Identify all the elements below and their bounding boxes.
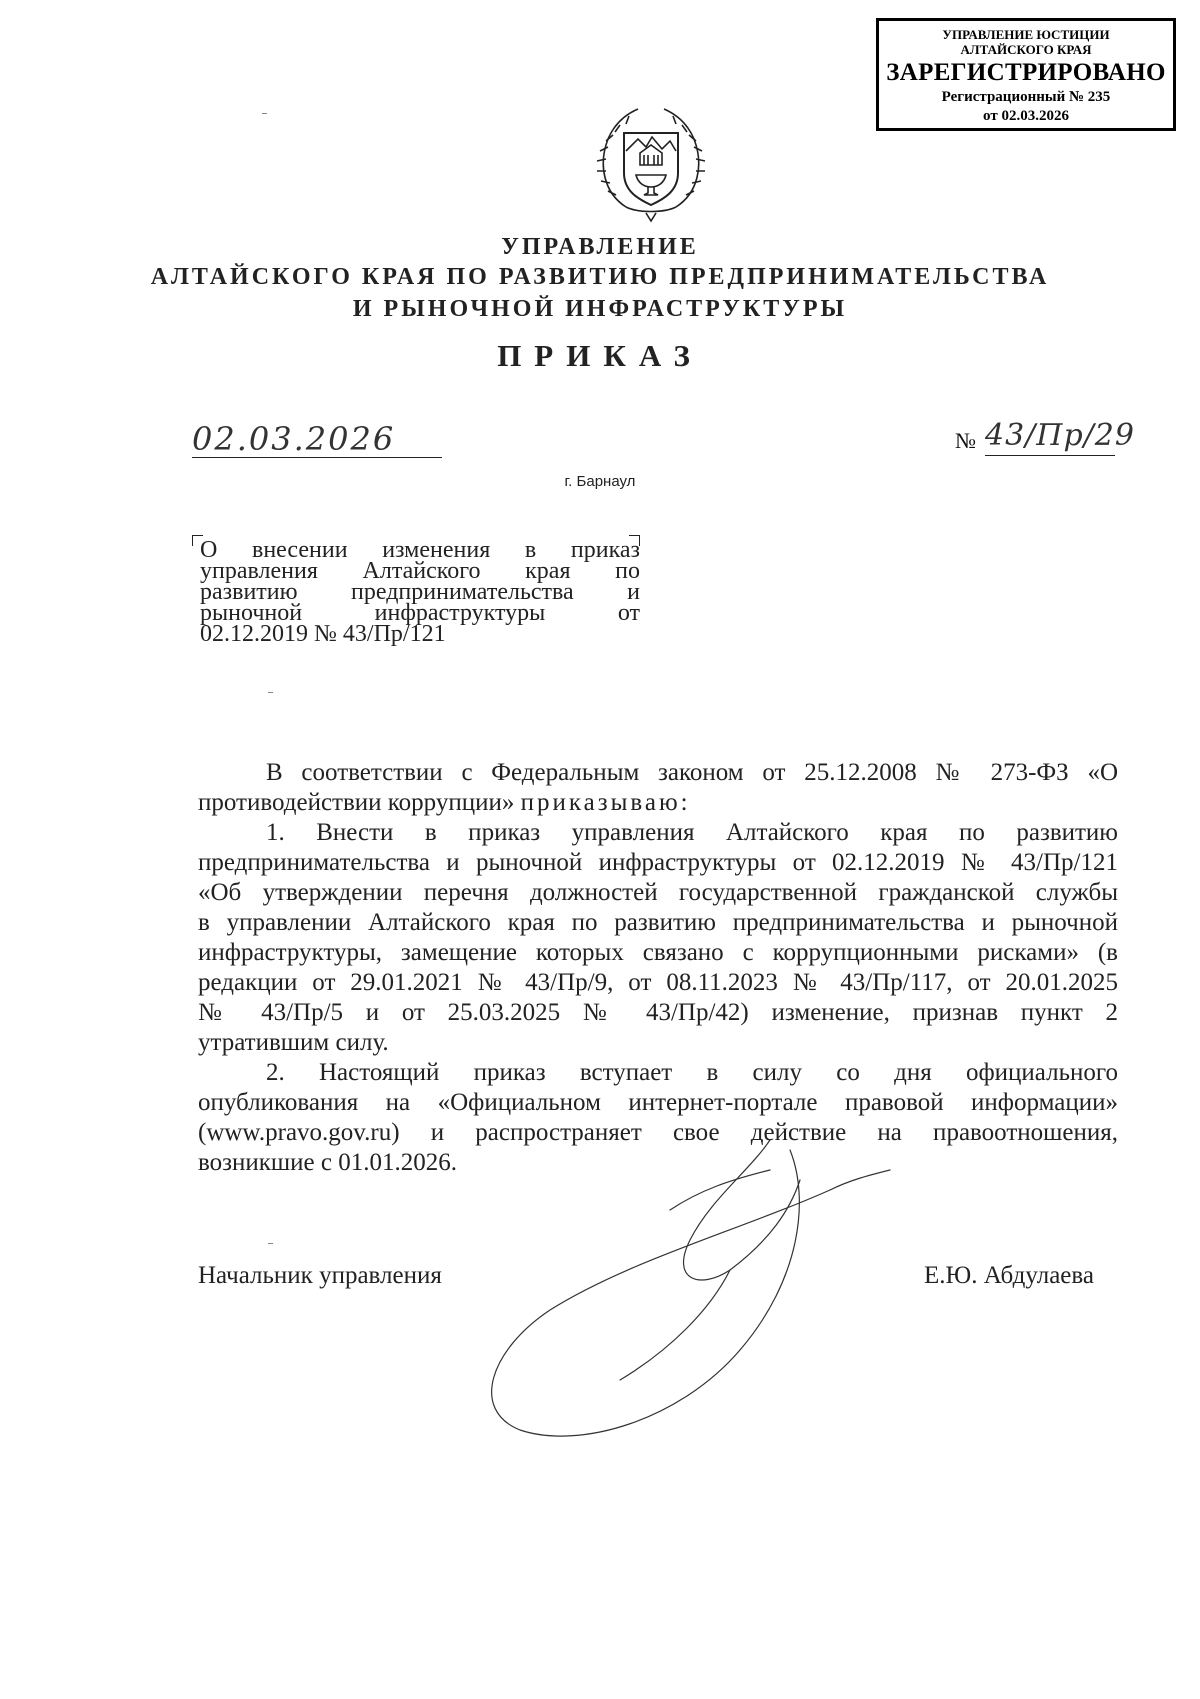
city: г. Барнаул [564,473,636,490]
stamp-registration-date: от 02.03.2026 [983,108,1069,124]
body-line: утратившим силу. [198,1029,389,1056]
stamp-org-line1: УПРАВЛЕНИЕ ЮСТИЦИИ [942,27,1110,42]
number-label: № [955,428,976,453]
body-line: редакции от 29.01.2021 № 43/Пр/9, от 08.11.2023 № 43/Пр/117, от 20.01.2025 [198,969,1118,996]
date-underline [192,457,442,458]
body-line: опубликования на «Официальном интернет-портале правовой информации» [198,1089,1118,1116]
order-subject [200,537,640,647]
paragraph-item-1 [198,818,1118,1058]
number-underline [985,455,1115,456]
body-line: (www.pravo.gov.ru) и распространяет свое действие на правоотношения, [198,1119,1118,1146]
body-line: В соответствии с Федеральным законом от 25.12.2008 № 273-ФЗ «О [266,759,1118,786]
body-line: возникшие с 01.01.2026. [198,1149,457,1176]
subject-line: управления Алтайского края по [200,558,640,584]
body-line: № 43/Пр/5 и от 25.03.2025 № 43/Пр/42) изменение, признав пункт 2 [198,999,1118,1026]
stamp-org-line2: АЛТАЙСКОГО КРАЯ [960,42,1092,57]
order-body [198,758,1118,1178]
order-word: приказываю: [520,789,691,816]
stamp-organization [879,27,1173,57]
body-line-text: противодействии коррупции» [198,789,515,816]
body-line: инфраструктуры, замещение которых связано с коррупционными рисками» (в [198,939,1118,966]
registration-stamp [876,18,1176,131]
handwritten-signature-icon [470,1120,930,1460]
body-line: «Об утверждении перечня должностей государственной гражданской службы [198,879,1118,906]
organization-line-1: УПРАВЛЕНИЕ [501,234,699,260]
body-line: 1. Внести в приказ управления Алтайского края по развитию [266,819,1118,846]
coat-of-arms-icon [586,95,716,225]
subject-line: рыночной инфраструктуры от [200,600,640,626]
signatory-position: Начальник управления [198,1262,442,1289]
body-line [198,788,1118,818]
order-date: 02.03.2026 [192,420,396,458]
subject-line: 02.12.2019 № 43/Пр/121 [200,621,446,647]
organization-line-3: И РЫНОЧНОЙ ИНФРАСТРУКТУРЫ [352,296,848,322]
body-line: 2. Настоящий приказ вступает в силу со дня официального [266,1059,1118,1086]
scan-mark [268,1243,273,1244]
scan-mark [268,692,273,693]
subject-line: О внесении изменения в приказ [200,537,640,563]
subject-line: развитию предпринимательства и [200,579,640,605]
scan-mark [262,113,267,114]
organization-line-2: АЛТАЙСКОГО КРАЯ ПО РАЗВИТИЮ ПРЕДПРИНИМАТЕЛЬСТВА [150,264,1050,290]
stamp-registration-number: Регистрационный № 235 [941,89,1111,105]
signatory-name: Е.Ю. Абдулаева [924,1262,1094,1289]
order-number: 43/Пр/29 [985,418,1135,453]
body-line: в управлении Алтайского края по развитию предпринимательства и рыночной [198,909,1118,936]
document-type-title: ПРИКАЗ [497,338,703,373]
body-line: предпринимательства и рыночной инфраструктуры от 02.12.2019 № 43/Пр/121 [198,849,1118,876]
paragraph-preamble [198,758,1118,818]
stamp-status: ЗАРЕГИСТРИРОВАНО [886,59,1166,86]
